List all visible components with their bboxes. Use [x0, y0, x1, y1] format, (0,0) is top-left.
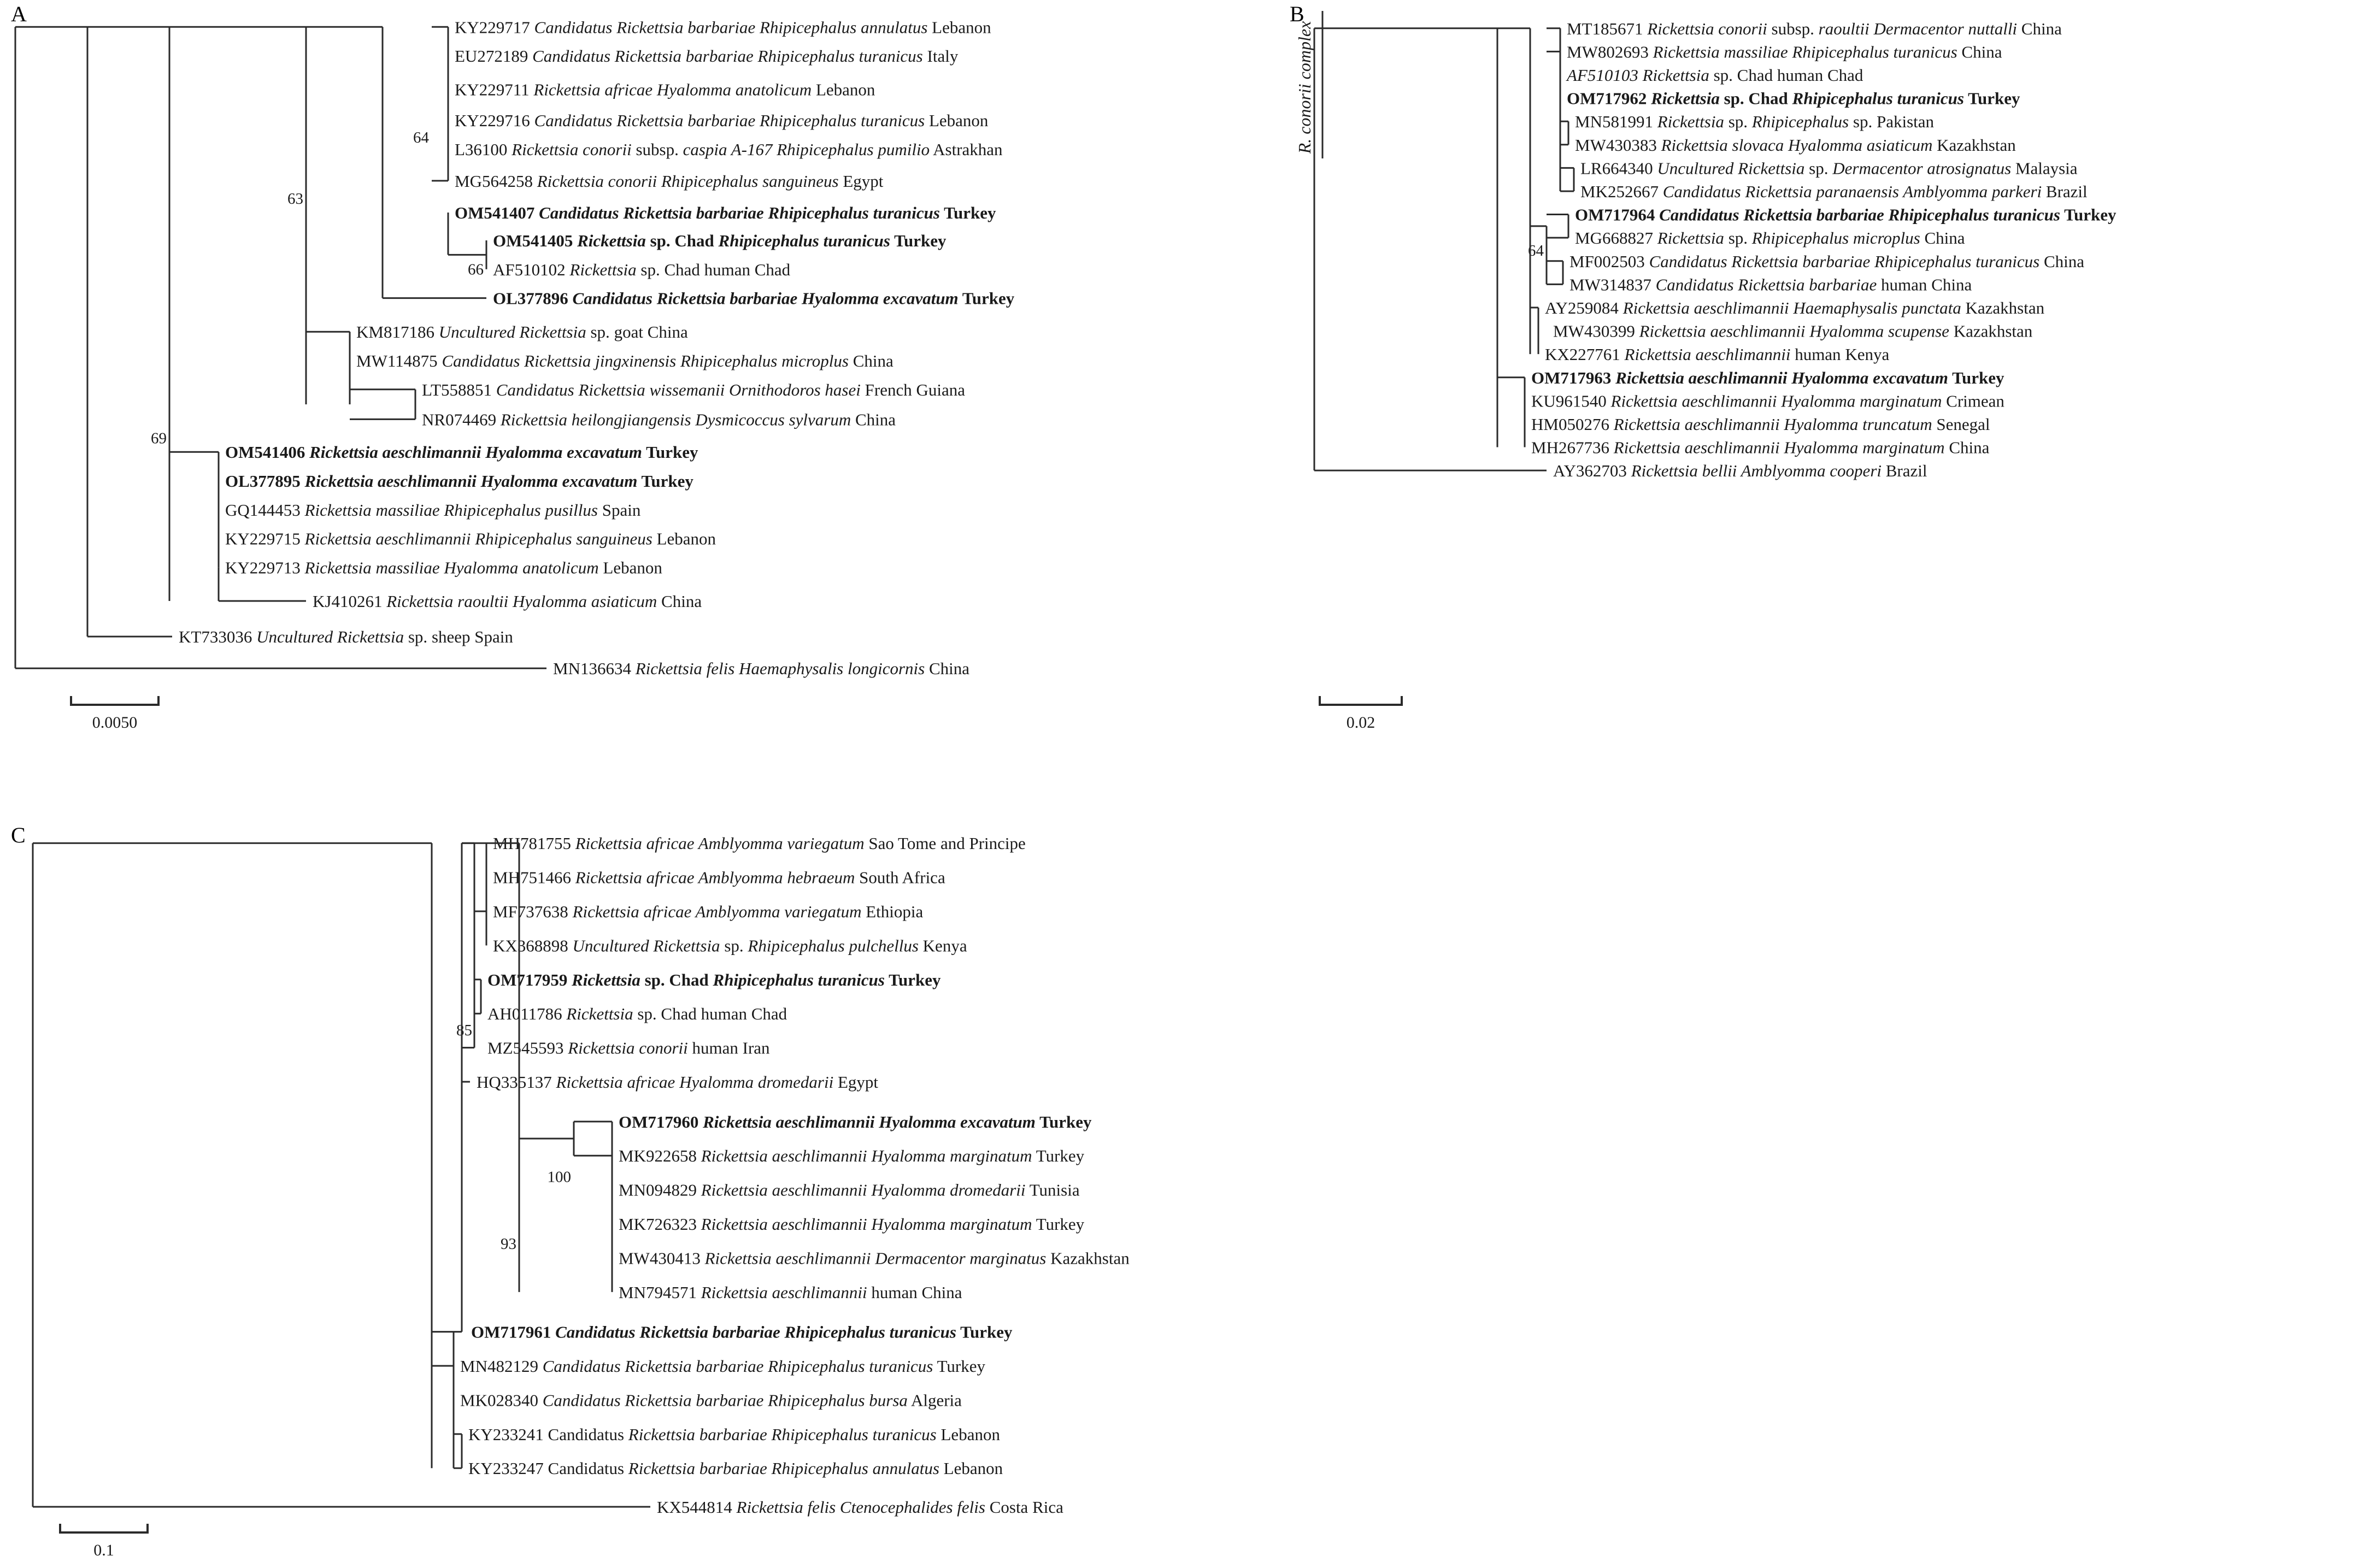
taxon-label: MK726323 Rickettsia aeschlimannii Hyalomma marginatum Turkey: [619, 1215, 1085, 1234]
taxon-label: OM717964 Candidatus Rickettsia barbariae Rhipicephalus turanicus Turkey: [1575, 205, 2117, 225]
taxon-label: KU961540 Rickettsia aeschlimannii Hyalomma marginatum Crimean: [1531, 391, 2004, 411]
taxon-label: KY233247 Candidatus Rickettsia barbariae Rhipicephalus annulatus Lebanon: [468, 1459, 1003, 1478]
taxon-label: HM050276 Rickettsia aeschlimannii Hyalomma truncatum Senegal: [1531, 414, 1990, 434]
scale-bar-label: 0.02: [1346, 714, 1375, 732]
taxon-label: OM717963 Rickettsia aeschlimannii Hyalomma excavatum Turkey: [1531, 368, 2004, 387]
taxon-label: AF510102 Rickettsia sp. Chad human Chad: [493, 260, 791, 279]
taxon-label: HQ335137 Rickettsia africae Hyalomma dromedarii Egypt: [477, 1072, 879, 1092]
taxon-label: AH011786 Rickettsia sp. Chad human Chad: [487, 1004, 787, 1024]
taxon-label: OM717962 Rickettsia sp. Chad Rhipicephalus turanicus Turkey: [1567, 89, 2020, 108]
taxon-label: KT733036 Uncultured Rickettsia sp. sheep Spain: [179, 627, 513, 647]
taxon-label: L36100 Rickettsia conorii subsp. caspia A-167 Rhipicephalus pumilio Astrakhan: [455, 139, 1003, 159]
taxon-label: MN794571 Rickettsia aeschlimannii human China: [619, 1282, 962, 1302]
taxon-label: OM541406 Rickettsia aeschlimannii Hyalomma excavatum Turkey: [225, 443, 698, 462]
taxon-label: MW430413 Rickettsia aeschlimannii Dermacentor marginatus Kazakhstan: [619, 1248, 1130, 1268]
taxon-label: KX368898 Uncultured Rickettsia sp. Rhipicephalus pulchellus Kenya: [493, 936, 967, 956]
taxon-label: OM717959 Rickettsia sp. Chad Rhipicephalus turanicus Turkey: [487, 970, 941, 989]
taxon-label: MN482129 Candidatus Rickettsia barbariae Rhipicephalus turanicus Turkey: [460, 1357, 986, 1376]
taxon-label: KY229717 Candidatus Rickettsia barbariae Rhipicephalus annulatus Lebanon: [455, 17, 991, 37]
taxon-label: MF737638 Rickettsia africae Amblyomma variegatum Ethiopia: [493, 902, 924, 922]
bootstrap-value: 93: [501, 1235, 516, 1253]
taxon-label: OL377895 Rickettsia aeschlimannii Hyalomma excavatum Turkey: [225, 471, 693, 491]
panel-a: [0, 0, 1241, 765]
bootstrap-value: 66: [468, 261, 484, 279]
taxon-label: MF002503 Candidatus Rickettsia barbariae Rhipicephalus turanicus China: [1569, 251, 2085, 271]
taxon-label: MZ545593 Rickettsia conorii human Iran: [487, 1038, 770, 1058]
taxon-label: KM817186 Uncultured Rickettsia sp. goat China: [356, 322, 688, 342]
taxon-label: MW430383 Rickettsia slovaca Hyalomma asiaticum Kazakhstan: [1575, 135, 2016, 155]
taxon-label: AY362703 Rickettsia bellii Amblyomma cooperi Brazil: [1553, 461, 1927, 481]
taxon-label: KX544814 Rickettsia felis Ctenocephalides felis Costa Rica: [657, 1497, 1063, 1517]
taxon-label: NR074469 Rickettsia heilongjiangensis Dysmicoccus sylvarum China: [422, 410, 896, 429]
panel-b-tree: [1241, 0, 2375, 765]
taxon-label: MT185671 Rickettsia conorii subsp. raoultii Dermacentor nuttalli China: [1567, 19, 2062, 38]
bootstrap-value: 69: [151, 429, 167, 447]
taxon-label: KY229716 Candidatus Rickettsia barbariae Rhipicephalus turanicus Lebanon: [455, 111, 989, 130]
conorii-complex-label: R. conorii complex: [1295, 21, 1314, 154]
taxon-label: MG564258 Rickettsia conorii Rhipicephalus sanguineus Egypt: [455, 171, 884, 191]
bootstrap-value: 100: [547, 1168, 571, 1186]
taxon-label: KY229715 Rickettsia aeschlimannii Rhipicephalus sanguineus Lebanon: [225, 529, 716, 549]
panel-c: [0, 779, 1475, 1568]
taxon-label: OM717960 Rickettsia aeschlimannii Hyalomma excavatum Turkey: [619, 1112, 1092, 1131]
scale-bar-label: 0.0050: [92, 714, 138, 732]
taxon-label: KY229713 Rickettsia massiliae Hyalomma anatolicum Lebanon: [225, 558, 662, 577]
taxon-label: MW430399 Rickettsia aeschlimannii Hyalomma scupense Kazakhstan: [1553, 321, 2033, 341]
taxon-label: AF510103 Rickettsia sp. Chad human Chad: [1567, 65, 1863, 85]
panel-c-tree: [0, 779, 1475, 1568]
taxon-label: MN136634 Rickettsia felis Haemaphysalis longicornis China: [553, 659, 970, 679]
taxon-label: LT558851 Candidatus Rickettsia wissemanii Ornithodoros hasei French Guiana: [422, 380, 965, 399]
taxon-label: MW314837 Candidatus Rickettsia barbariae human China: [1569, 275, 1972, 294]
panel-a-letter: A: [11, 2, 27, 26]
panel-a-tree: [0, 0, 1241, 765]
bootstrap-value: 85: [456, 1022, 472, 1040]
taxon-label: MH267736 Rickettsia aeschlimannii Hyalomma marginatum China: [1531, 438, 1990, 457]
taxon-label: MH781755 Rickettsia africae Amblyomma variegatum Sao Tome and Principe: [493, 834, 1026, 853]
panel-b: [1241, 0, 2375, 765]
taxon-label: MK922658 Rickettsia aeschlimannii Hyalomma marginatum Turkey: [619, 1146, 1085, 1166]
taxon-label: MG668827 Rickettsia sp. Rhipicephalus microplus China: [1575, 228, 1965, 248]
taxon-label: MH751466 Rickettsia africae Amblyomma hebraeum South Africa: [493, 868, 945, 887]
taxon-label: KY229711 Rickettsia africae Hyalomma anatolicum Lebanon: [455, 80, 875, 99]
taxon-label: OM541407 Candidatus Rickettsia barbariae Rhipicephalus turanicus Turkey: [455, 203, 996, 222]
taxon-label: EU272189 Candidatus Rickettsia barbariae Rhipicephalus turanicus Italy: [455, 46, 959, 66]
taxon-label: KJ410261 Rickettsia raoultii Hyalomma asiaticum China: [313, 592, 702, 611]
taxon-label: OL377896 Candidatus Rickettsia barbariae Hyalomma excavatum Turkey: [493, 288, 1015, 308]
panel-c-letter: C: [11, 823, 26, 847]
taxon-label: MN094829 Rickettsia aeschlimannii Hyalomma dromedarii Tunisia: [619, 1180, 1080, 1200]
bootstrap-value: 64: [413, 128, 429, 146]
scale-bar-label: 0.1: [93, 1541, 114, 1559]
taxon-label: OM541405 Rickettsia sp. Chad Rhipicephalus turanicus Turkey: [493, 231, 947, 250]
taxon-label: OM717961 Candidatus Rickettsia barbariae Rhipicephalus turanicus Turkey: [471, 1322, 1013, 1342]
taxon-label: GQ144453 Rickettsia massiliae Rhipicephalus pusillus Spain: [225, 500, 641, 520]
taxon-label: AY259084 Rickettsia aeschlimannii Haemaphysalis punctata Kazakhstan: [1545, 298, 2045, 317]
panel-b-letter: B: [1290, 2, 1304, 26]
taxon-label: MK252667 Candidatus Rickettsia paranaensis Amblyomma parkeri Brazil: [1580, 181, 2088, 201]
taxon-label: MW802693 Rickettsia massiliae Rhipicephalus turanicus China: [1567, 42, 2002, 62]
taxon-label: LR664340 Uncultured Rickettsia sp. Dermacentor atrosignatus Malaysia: [1580, 158, 2078, 178]
taxon-label: KX227761 Rickettsia aeschlimannii human Kenya: [1545, 345, 1890, 364]
taxon-label: KY233241 Candidatus Rickettsia barbariae Rhipicephalus turanicus Lebanon: [468, 1424, 1000, 1444]
taxon-label: MN581991 Rickettsia sp. Rhipicephalus sp. Pakistan: [1575, 112, 1935, 132]
taxon-label: MK028340 Candidatus Rickettsia barbariae Rhipicephalus bursa Algeria: [460, 1390, 962, 1410]
bootstrap-value: 64: [1528, 241, 1544, 260]
taxon-label: MW114875 Candidatus Rickettsia jingxinensis Rhipicephalus microplus China: [356, 351, 893, 370]
bootstrap-value: 63: [287, 190, 303, 208]
